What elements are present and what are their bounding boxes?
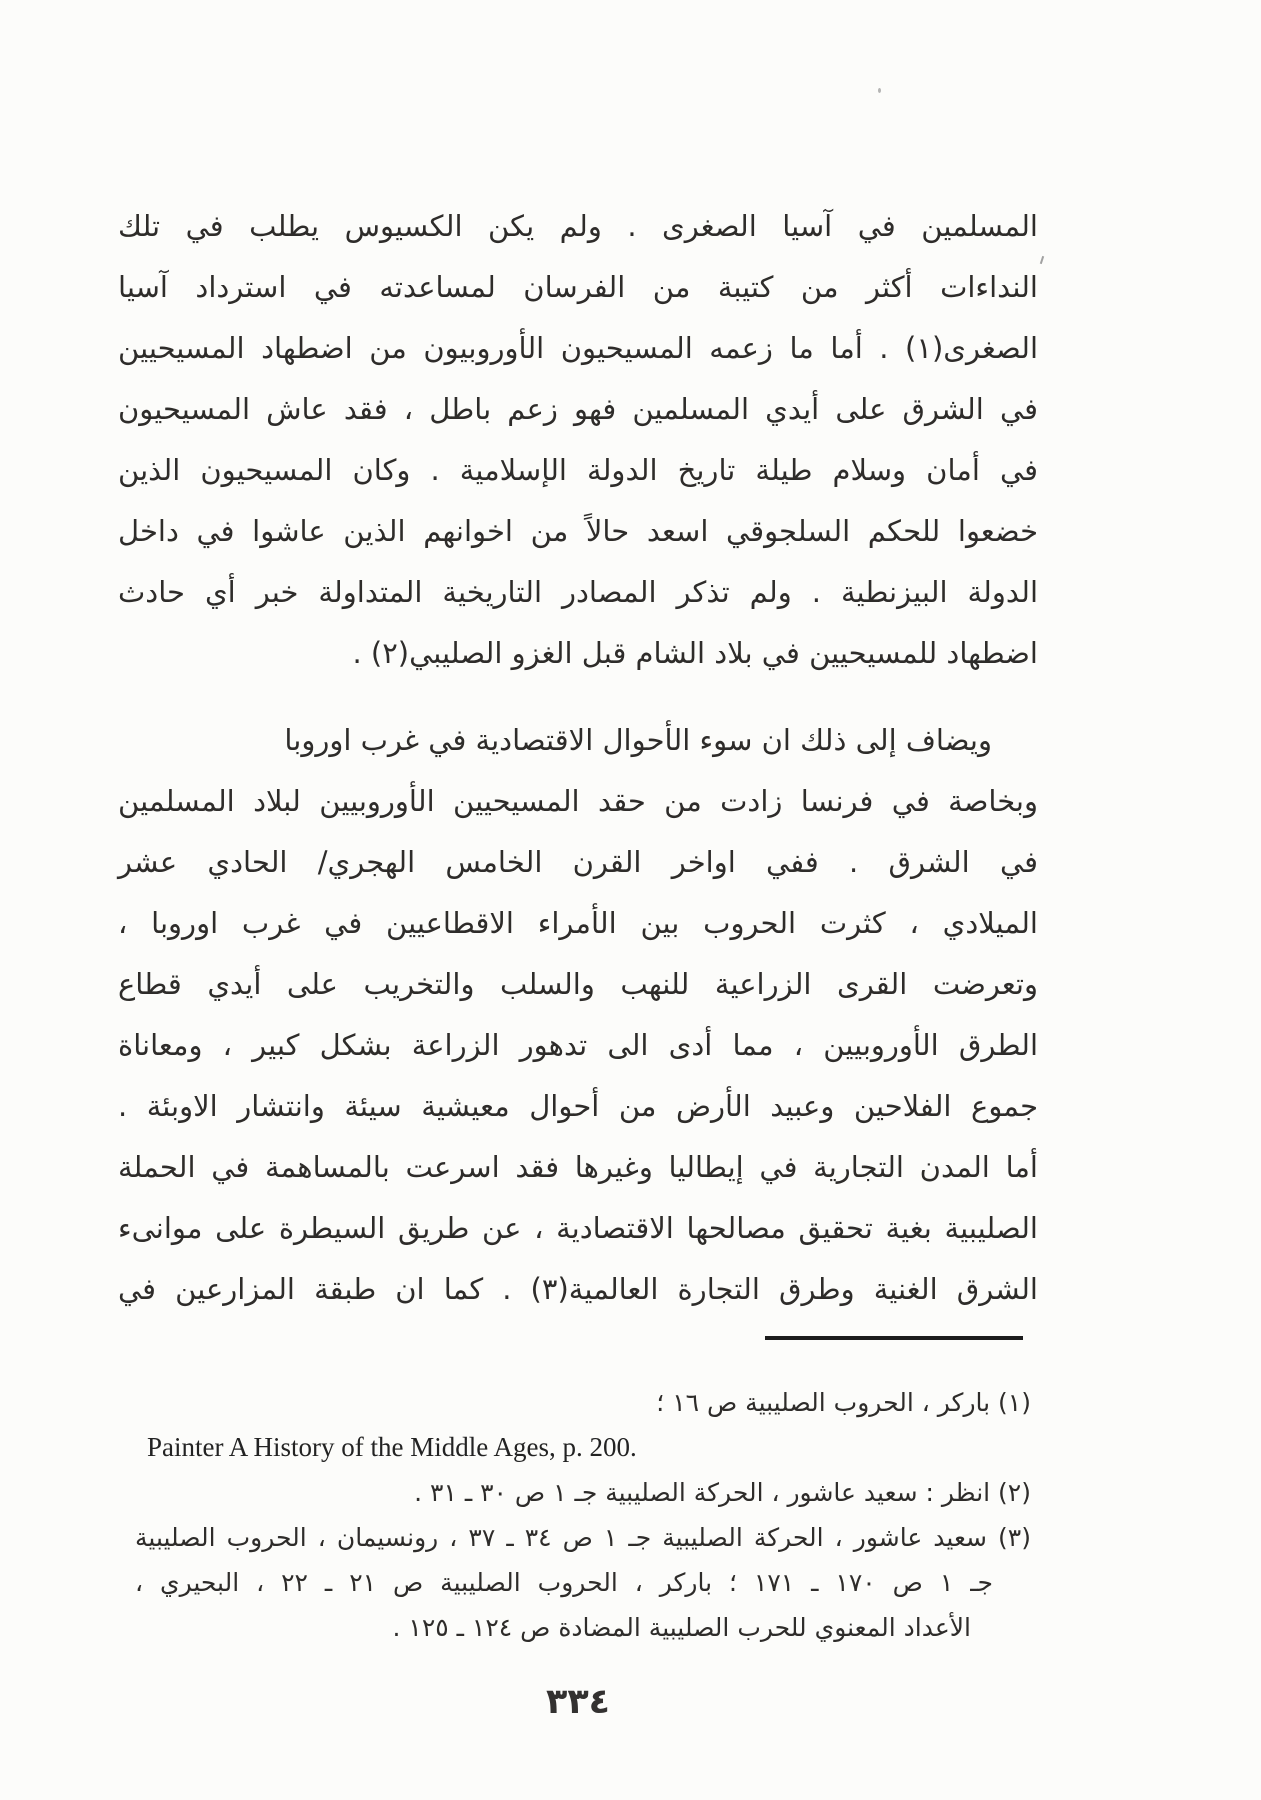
body-line: في أمان وسلام طيلة تاريخ الدولة الإسلامية . وكان المسيحيون الذين xyxy=(118,453,1038,487)
latin-reference-line: Painter A History of the Middle Ages, p. 200. xyxy=(147,1432,637,1462)
body-line: النداءات أكثر من كتيبة من الفرسان لمساعدته في استرداد آسيا xyxy=(118,270,1038,304)
body-line: الطرق الأوروبيين ، مما أدى الى تدهور الزراعة بشكل كبير ، ومعاناة xyxy=(118,1028,1038,1062)
body-line: أما المدن التجارية في إيطاليا وغيرها فقد اسرعت بالمساهمة في الحملة xyxy=(118,1150,1038,1184)
body-line: في الشرق . ففي اواخر القرن الخامس الهجري/ الحادي عشر xyxy=(118,845,1038,879)
body-text xyxy=(118,196,1038,1320)
footnote-line-3a: (٣) سعيد عاشور ، الحركة الصليبية جـ ١ ص ٣٤ ـ ٣٧ ، رونسيمان ، الحروب الصليبية xyxy=(135,1523,1031,1552)
scan-artifact-tick xyxy=(1040,256,1044,264)
footnote-line-1: (١) باركر ، الحروب الصليبية ص ١٦ ؛ xyxy=(656,1388,1031,1417)
footnotes xyxy=(135,1380,1031,1650)
footnote-line-3c: الأعداد المعنوي للحرب الصليبية المضادة ص ١٢٤ ـ ١٢٥ . xyxy=(392,1613,971,1642)
body-line: جموع الفلاحين وعبيد الأرض من أحوال معيشية سيئة وانتشار الاوبئة . xyxy=(118,1089,1038,1123)
footnote-line-3b: جـ ١ ص ١٧٠ ـ ١٧١ ؛ باركر ، الحروب الصليبية ص ٢١ ـ ٢٢ ، البحيري ، xyxy=(135,1568,994,1597)
body-line: ويضاف إلى ذلك ان سوء الأحوال الاقتصادية في غرب اوروبا xyxy=(284,723,992,757)
body-line: في الشرق على أيدي المسلمين فهو زعم باطل ، فقد عاش المسيحيون xyxy=(118,392,1038,426)
body-line: الصليبية بغية تحقيق مصالحها الاقتصادية ، عن طريق السيطرة على موانىء xyxy=(118,1211,1038,1245)
body-line: الصغرى(١) . أما ما زعمه المسيحيون الأوروبيون من اضطهاد المسيحيين xyxy=(118,331,1038,365)
body-line: اضطهاد للمسيحيين في بلاد الشام قبل الغزو الصليبي(٢) . xyxy=(352,636,1038,670)
footnote-line-2: (٢) انظر : سعيد عاشور ، الحركة الصليبية جـ ١ ص ٣٠ ـ ٣١ . xyxy=(414,1478,1031,1507)
body-line: الشرق الغنية وطرق التجارة العالمية(٣) . كما ان طبقة المزارعين في xyxy=(118,1272,1038,1306)
scan-speck xyxy=(878,88,881,93)
page-number: ٣٣٤ xyxy=(545,1682,611,1722)
body-line: المسلمين في آسيا الصغرى . ولم يكن الكسيوس يطلب في تلك xyxy=(118,209,1038,243)
body-line: خضعوا للحكم السلجوقي اسعد حالاً من اخوانهم الذين عاشوا في داخل xyxy=(118,514,1038,548)
body-line: وتعرضت القرى الزراعية للنهب والسلب والتخريب على أيدي قطاع xyxy=(118,967,1038,1001)
body-paragraph-2 xyxy=(118,710,1038,1320)
body-line: وبخاصة في فرنسا زادت من حقد المسيحيين الأوروبيين لبلاد المسلمين xyxy=(118,784,1038,818)
footnote-separator xyxy=(765,1336,1023,1340)
body-line: الميلادي ، كثرت الحروب بين الأمراء الاقطاعيين في غرب اوروبا ، xyxy=(118,906,1038,940)
body-line: الدولة البيزنطية . ولم تذكر المصادر التاريخية المتداولة خبر أي حادث xyxy=(118,575,1038,609)
body-paragraph-1 xyxy=(118,196,1038,684)
